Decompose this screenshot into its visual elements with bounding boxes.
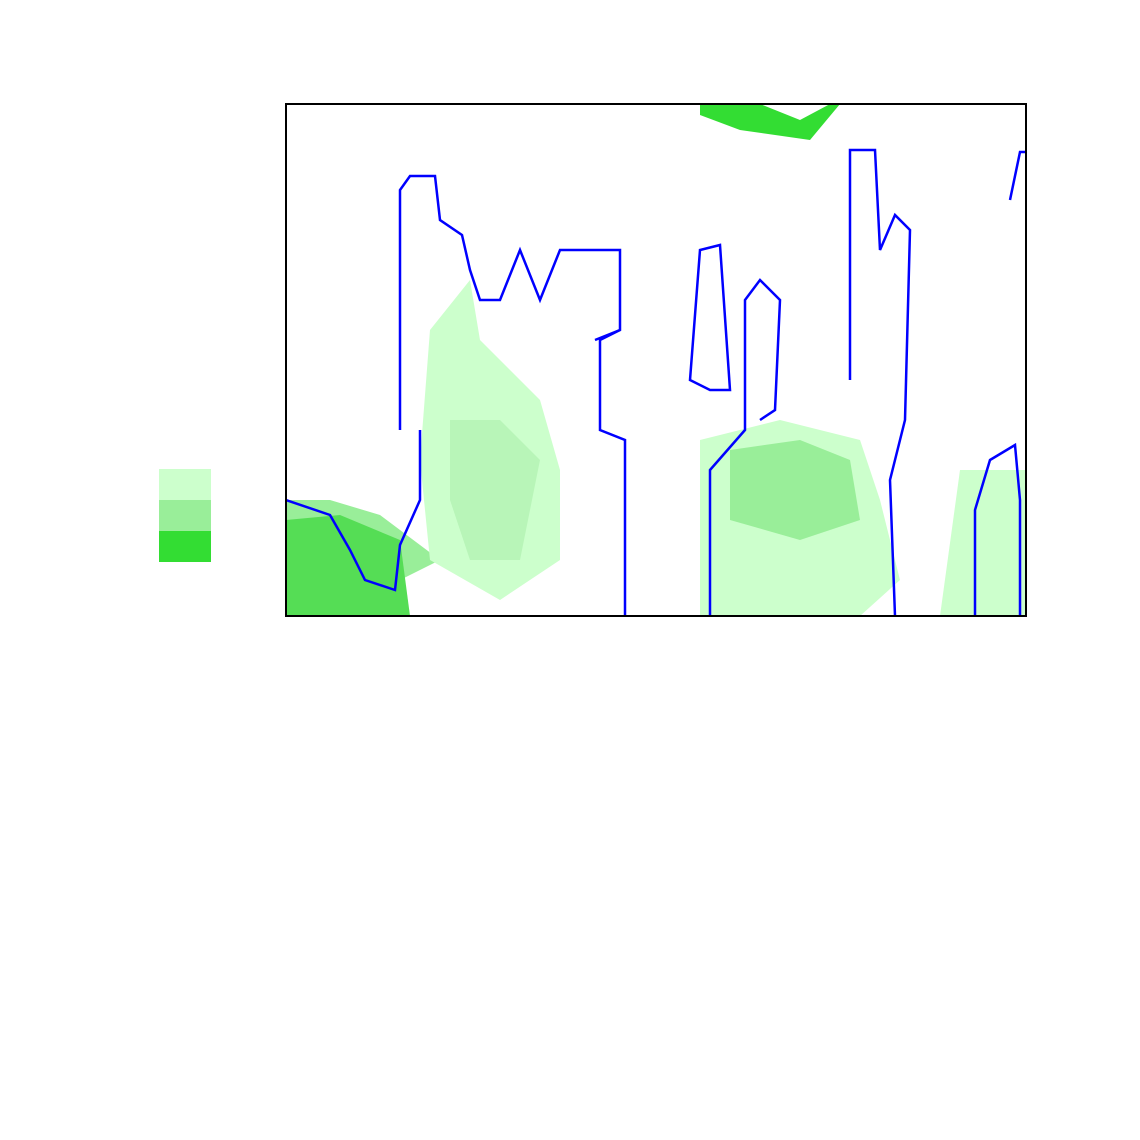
main-panel-fill: [286, 104, 1026, 616]
